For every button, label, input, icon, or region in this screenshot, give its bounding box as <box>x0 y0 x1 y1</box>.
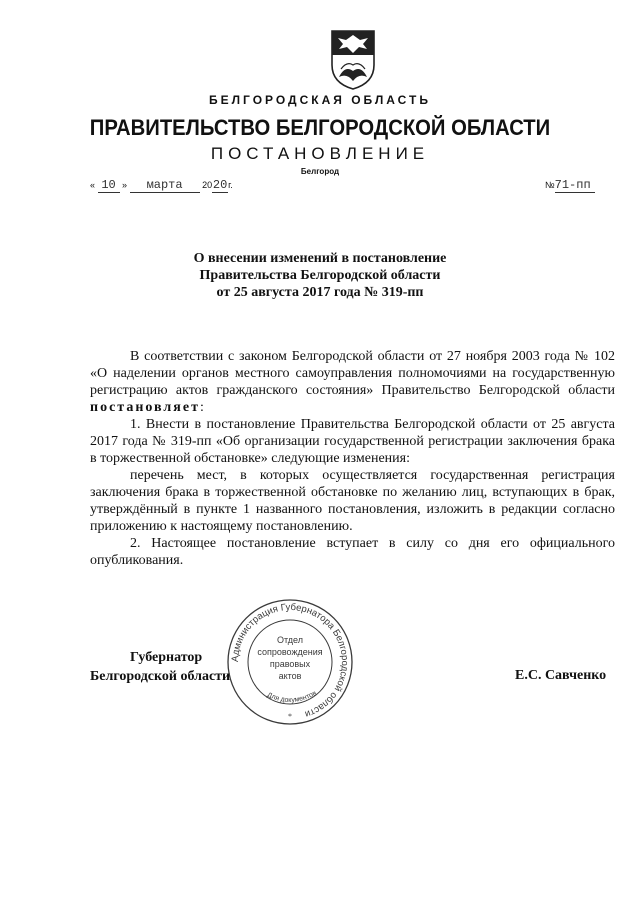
signatory-role-line: Губернатор <box>130 650 203 665</box>
year-prefix: 20 <box>202 180 213 190</box>
year-suffix: 20 <box>212 178 228 192</box>
coat-of-arms-emblem <box>329 29 377 91</box>
signatory-role-line: Белгородской области <box>90 669 231 684</box>
document-number <box>545 178 595 193</box>
preamble-paragraph <box>90 348 615 416</box>
title-line: О внесении изменений в постановление <box>193 251 447 266</box>
title-line: от 25 августа 2017 года № 319-пп <box>216 285 424 300</box>
official-stamp <box>225 597 355 727</box>
open-quote: « <box>90 180 96 190</box>
government-heading: ПРАВИТЕЛЬСТВО БЕЛГОРОДСКОЙ ОБЛАСТИ <box>89 115 551 140</box>
year-end: г. <box>228 180 233 190</box>
stamp-inner-line: актов <box>278 671 302 681</box>
date-day: 10 <box>98 178 120 193</box>
signatory-name: Е.С. Савченко <box>515 668 607 683</box>
preamble-end: : <box>199 400 204 415</box>
stamp-inner-line: правовых <box>269 659 311 669</box>
stamp-inner-line: Отдел <box>276 635 304 645</box>
item-1-paragraph: 1. Внести в постановление Правительства Белгородской области от 25 августа 2017 года № 319-пп «Об организации государственной регистрации заключения брака в торжественной обстановке» следующие изменения: <box>90 417 615 466</box>
region-heading: БЕЛГОРОДСКАЯ ОБЛАСТЬ <box>209 93 431 107</box>
resolves-keyword: постановляет <box>90 400 200 415</box>
signatory-title <box>90 648 230 686</box>
date-line <box>90 178 233 193</box>
stamp-star-icon: * <box>288 712 292 721</box>
close-quote: » <box>122 180 128 190</box>
number-label: № <box>545 180 555 190</box>
document-type: ПОСТАНОВЛЕНИЕ <box>210 144 430 163</box>
stamp-inner-line: сопровождения <box>257 647 323 657</box>
preamble-text: В соответствии с законом Белгородской области от 27 ноября 2003 года № 102 «О наделении органов местного самоуправления полномочиями на государственную регистрацию актов гражданского состояния» Правительство Белгородской области <box>90 349 615 398</box>
document-body <box>90 348 615 569</box>
number-value: 71-пп <box>555 178 595 193</box>
item-2-paragraph: 2. Настоящее постановление вступает в силу со дня его официального опубликования. <box>90 536 615 568</box>
date-month: марта <box>130 178 200 193</box>
stamp-bottom-text: Для документов <box>265 689 318 705</box>
item-1-detail-paragraph: перечень мест, в которых осуществляется государственная регистрация заключения брака в торжественной обстановке по желанию лиц, вступающих в брак, утверждённый в пункте 1 названного постановления, изложить в редакции согласно приложению к настоящему постановлению. <box>90 468 615 534</box>
city-label: Белгород <box>300 167 340 176</box>
document-title <box>0 250 640 301</box>
title-line: Правительства Белгородской области <box>199 268 441 283</box>
stamp-ring-text: Администрация Губернатора Белгородской области <box>229 601 351 720</box>
